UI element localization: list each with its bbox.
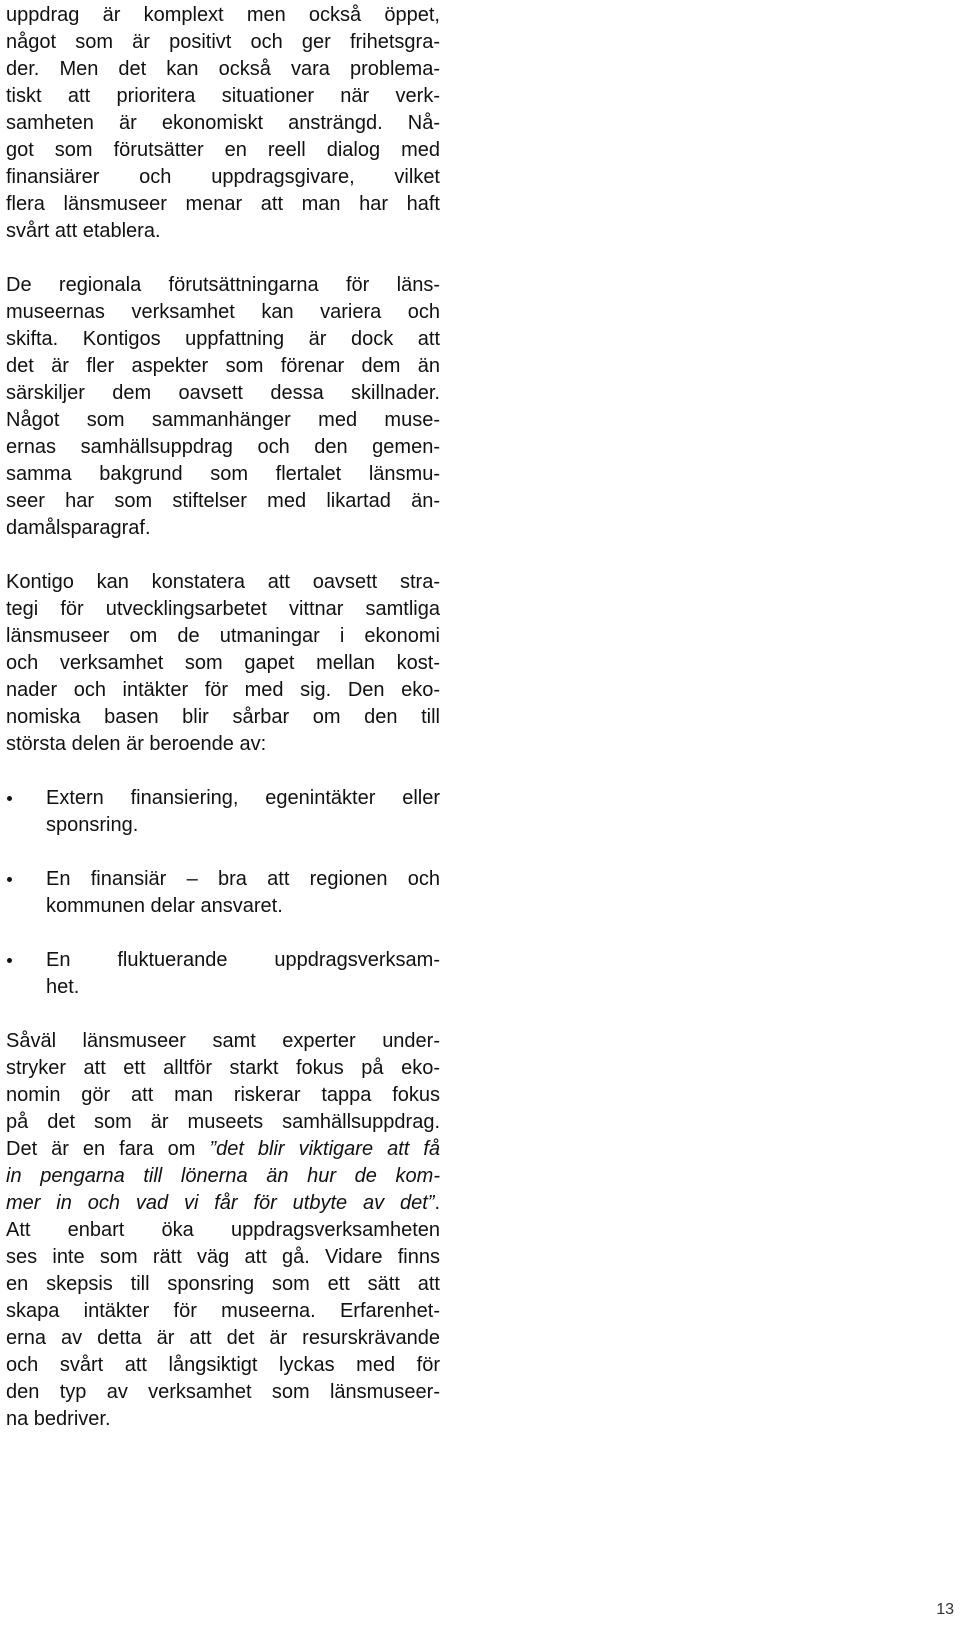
paragraph-gap bbox=[6, 245, 440, 272]
text-line: sponsring. bbox=[46, 814, 139, 836]
paragraph-4 bbox=[6, 1028, 440, 1433]
text-line: skifta. Kontigos uppfattning är dock att bbox=[6, 328, 440, 350]
bullet-icon bbox=[7, 958, 12, 963]
text-line: flera länsmuseer menar att man har haft bbox=[6, 193, 440, 215]
text-line: kommunen delar ansvaret. bbox=[46, 895, 283, 917]
quote-text: ”det blir viktigare att få bbox=[209, 1138, 441, 1160]
text-line: Något som sammanhänger med muse- bbox=[6, 409, 440, 431]
text-line: Såväl länsmuseer samt experter under- bbox=[6, 1030, 440, 1052]
bullet-icon bbox=[7, 877, 12, 882]
text-line: erna av detta är att det är resurskrävande bbox=[6, 1327, 440, 1349]
text-line: En finansiär – bra att regionen och bbox=[46, 868, 440, 890]
text-line: skapa intäkter för museerna. Erfarenhet- bbox=[6, 1300, 440, 1322]
text-line: nader och intäkter för med sig. Den eko- bbox=[6, 679, 440, 701]
text-line: der. Men det kan också vara problema- bbox=[6, 58, 440, 80]
text-line bbox=[6, 1163, 440, 1190]
text-line: uppdrag är komplext men också öppet, bbox=[6, 4, 440, 26]
text-line: samheten är ekonomiskt ansträngd. Nå- bbox=[6, 112, 440, 134]
text-line: seer har som stiftelser med likartad än- bbox=[6, 490, 440, 512]
text-line: got som förutsätter en reell dialog med bbox=[6, 139, 440, 161]
text-line: het. bbox=[46, 976, 80, 998]
paragraph-2 bbox=[6, 272, 440, 542]
text-line: Kontigo kan konstatera att oavsett stra- bbox=[6, 571, 440, 593]
bullet-gap bbox=[6, 920, 440, 947]
quote-text: in pengarna till lönerna än hur de kom- bbox=[6, 1165, 440, 1187]
text-line: den typ av verksamhet som länsmuseer- bbox=[6, 1381, 440, 1403]
text-line: nomin gör att man riskerar tappa fokus bbox=[6, 1084, 440, 1106]
text-line: na bedriver. bbox=[6, 1408, 111, 1430]
text-line: stryker att ett alltför starkt fokus på eko- bbox=[6, 1057, 440, 1079]
text-line: damålsparagraf. bbox=[6, 517, 151, 539]
paragraph-1 bbox=[6, 2, 440, 245]
bullet-item bbox=[6, 785, 440, 839]
text-line: nomiska basen blir sårbar om den till bbox=[6, 706, 440, 728]
text-line: en skepsis till sponsring som ett sätt att bbox=[6, 1273, 440, 1295]
bullet-item bbox=[6, 947, 440, 1001]
page-number: 13 bbox=[936, 1601, 954, 1618]
text-line bbox=[6, 1136, 440, 1163]
text-column bbox=[6, 2, 440, 1433]
bullet-item bbox=[6, 866, 440, 920]
text-line: finansiärer och uppdragsgivare, vilket bbox=[6, 166, 440, 188]
text-line: ses inte som rätt väg att gå. Vidare finns bbox=[6, 1246, 440, 1268]
text-line: tegi för utvecklingsarbetet vittnar samtliga bbox=[6, 598, 440, 620]
bullet-gap bbox=[6, 839, 440, 866]
text-line: största delen är beroende av: bbox=[6, 733, 267, 755]
paragraph-3 bbox=[6, 569, 440, 758]
text-line: särskiljer dem oavsett dessa skillnader. bbox=[6, 382, 440, 404]
paragraph-gap bbox=[6, 758, 440, 785]
text-line: och verksamhet som gapet mellan kost- bbox=[6, 652, 440, 674]
quote-intro: Det är en fara om bbox=[6, 1138, 210, 1160]
text-line bbox=[6, 1190, 440, 1217]
text-line: det är fler aspekter som förenar dem än bbox=[6, 355, 440, 377]
text-line: De regionala förutsättningarna för läns- bbox=[6, 274, 440, 296]
text-line: Att enbart öka uppdragsverksamheten bbox=[6, 1219, 440, 1241]
text-line: svårt att etablera. bbox=[6, 220, 161, 242]
text-line: ernas samhällsuppdrag och den gemen- bbox=[6, 436, 440, 458]
quote-text: mer in och vad vi får för utbyte av det” bbox=[6, 1192, 435, 1214]
text-line: Extern finansiering, egenintäkter eller bbox=[46, 787, 440, 809]
text-line: museernas verksamhet kan variera och bbox=[6, 301, 440, 323]
text-line: på det som är museets samhällsuppdrag. bbox=[6, 1111, 440, 1133]
bullet-icon bbox=[7, 796, 12, 801]
paragraph-gap bbox=[6, 1001, 440, 1028]
quote-end: . bbox=[434, 1192, 440, 1214]
text-line: samma bakgrund som flertalet länsmu- bbox=[6, 463, 440, 485]
paragraph-gap bbox=[6, 542, 440, 569]
text-line: något som är positivt och ger frihetsgra- bbox=[6, 31, 440, 53]
bullet-list bbox=[6, 785, 440, 1001]
text-line: och svårt att långsiktigt lyckas med för bbox=[6, 1354, 440, 1376]
text-line: tiskt att prioritera situationer när verk- bbox=[6, 85, 440, 107]
text-line: En fluktuerande uppdragsverksam- bbox=[46, 949, 440, 971]
text-line: länsmuseer om de utmaningar i ekonomi bbox=[6, 625, 440, 647]
